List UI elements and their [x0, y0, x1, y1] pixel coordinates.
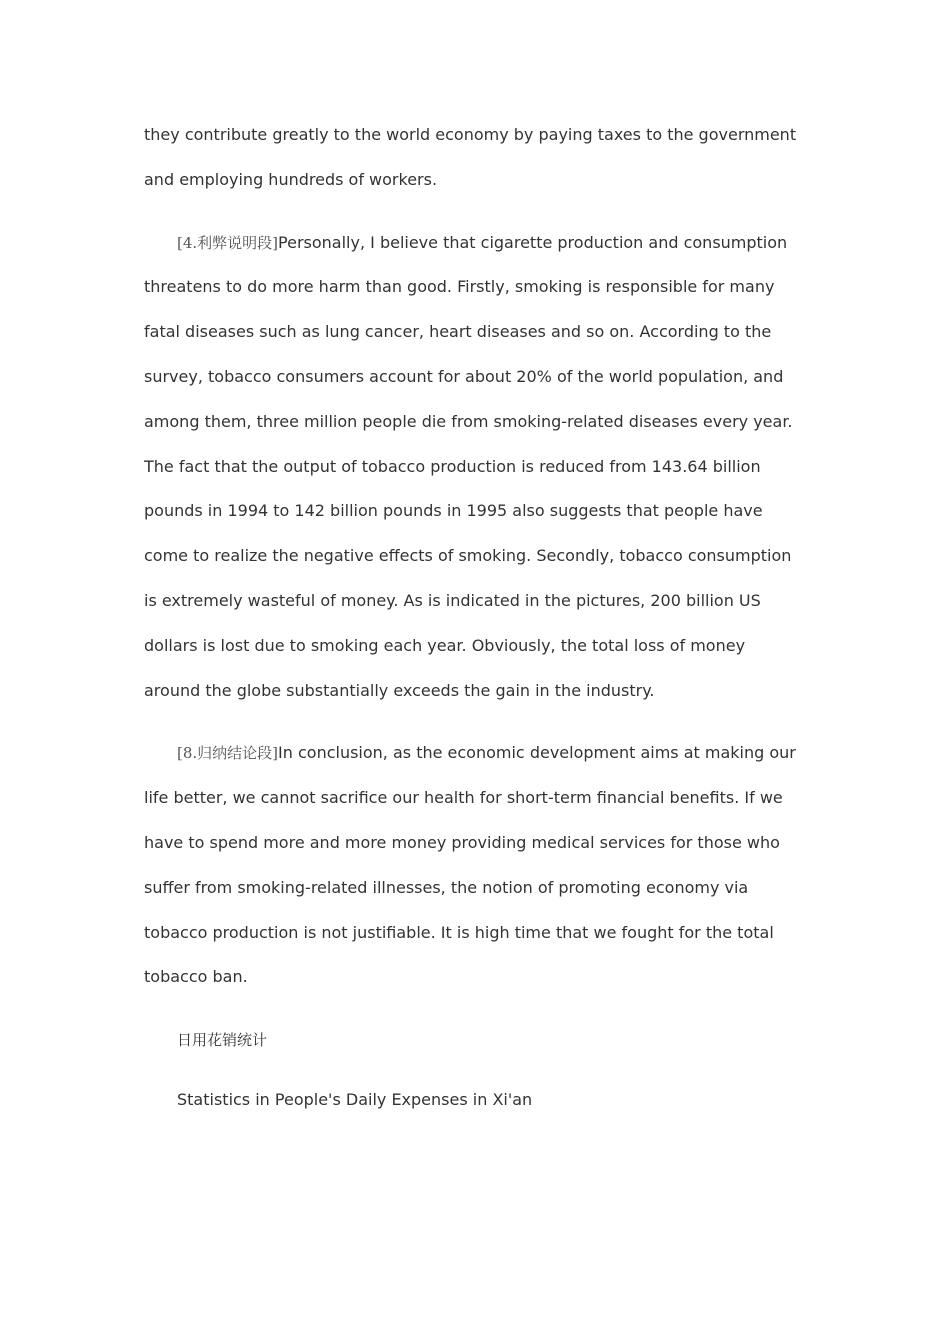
document-page [144, 113, 804, 1122]
title-gap [144, 1062, 804, 1078]
paragraph-gap [144, 203, 804, 221]
section-title-chinese: 日用花销统计 [177, 1031, 268, 1050]
paragraph-tag: [8.归纳结论段] [177, 744, 279, 763]
paragraph-pros-cons [144, 221, 804, 714]
paragraph-gap [144, 1000, 804, 1018]
paragraph-tag: [4.利弊说明段] [177, 233, 279, 252]
section-title-english: Statistics in People's Daily Expenses in Xi'an [177, 1090, 533, 1110]
paragraph-conclusion [144, 731, 804, 1000]
paragraph-text: they contribute greatly to the world economy by paying taxes to the government and employing hundreds of workers. [144, 125, 797, 189]
paragraph-text: Personally, I believe that cigarette production and consumption threatens to do more harm than good. Firstly, smoking is responsible for many fatal diseases such as lung cancer, heart diseases and so on. According to the survey, tobacco consumers account for about 20% of the world population, and among them, three million people die from smoking-related diseases every year. The fact that the output of tobacco production is reduced from 143.64 billion pounds in 1994 to 142 billion pounds in 1995 also suggests that people have come to realize the negative effects of smoking. Secondly, tobacco consumption is extremely wasteful of money. As is indicated in the pictures, 200 billion US dollars is lost due to smoking each year. Obviously, the total loss of money around the globe substantially exceeds the gain in the industry. [144, 232, 793, 700]
paragraph-text: In conclusion, as the economic development aims at making our life better, we cannot sacrifice our health for short-term financial benefits. If we have to spend more and more money providing medical services for those who suffer from smoking-related illnesses, the notion of promoting economy via tobacco production is not justifiable. It is high time that we fought for the total tobacco ban. [144, 743, 796, 987]
paragraph-gap [144, 713, 804, 731]
paragraph-continuation [144, 113, 804, 203]
